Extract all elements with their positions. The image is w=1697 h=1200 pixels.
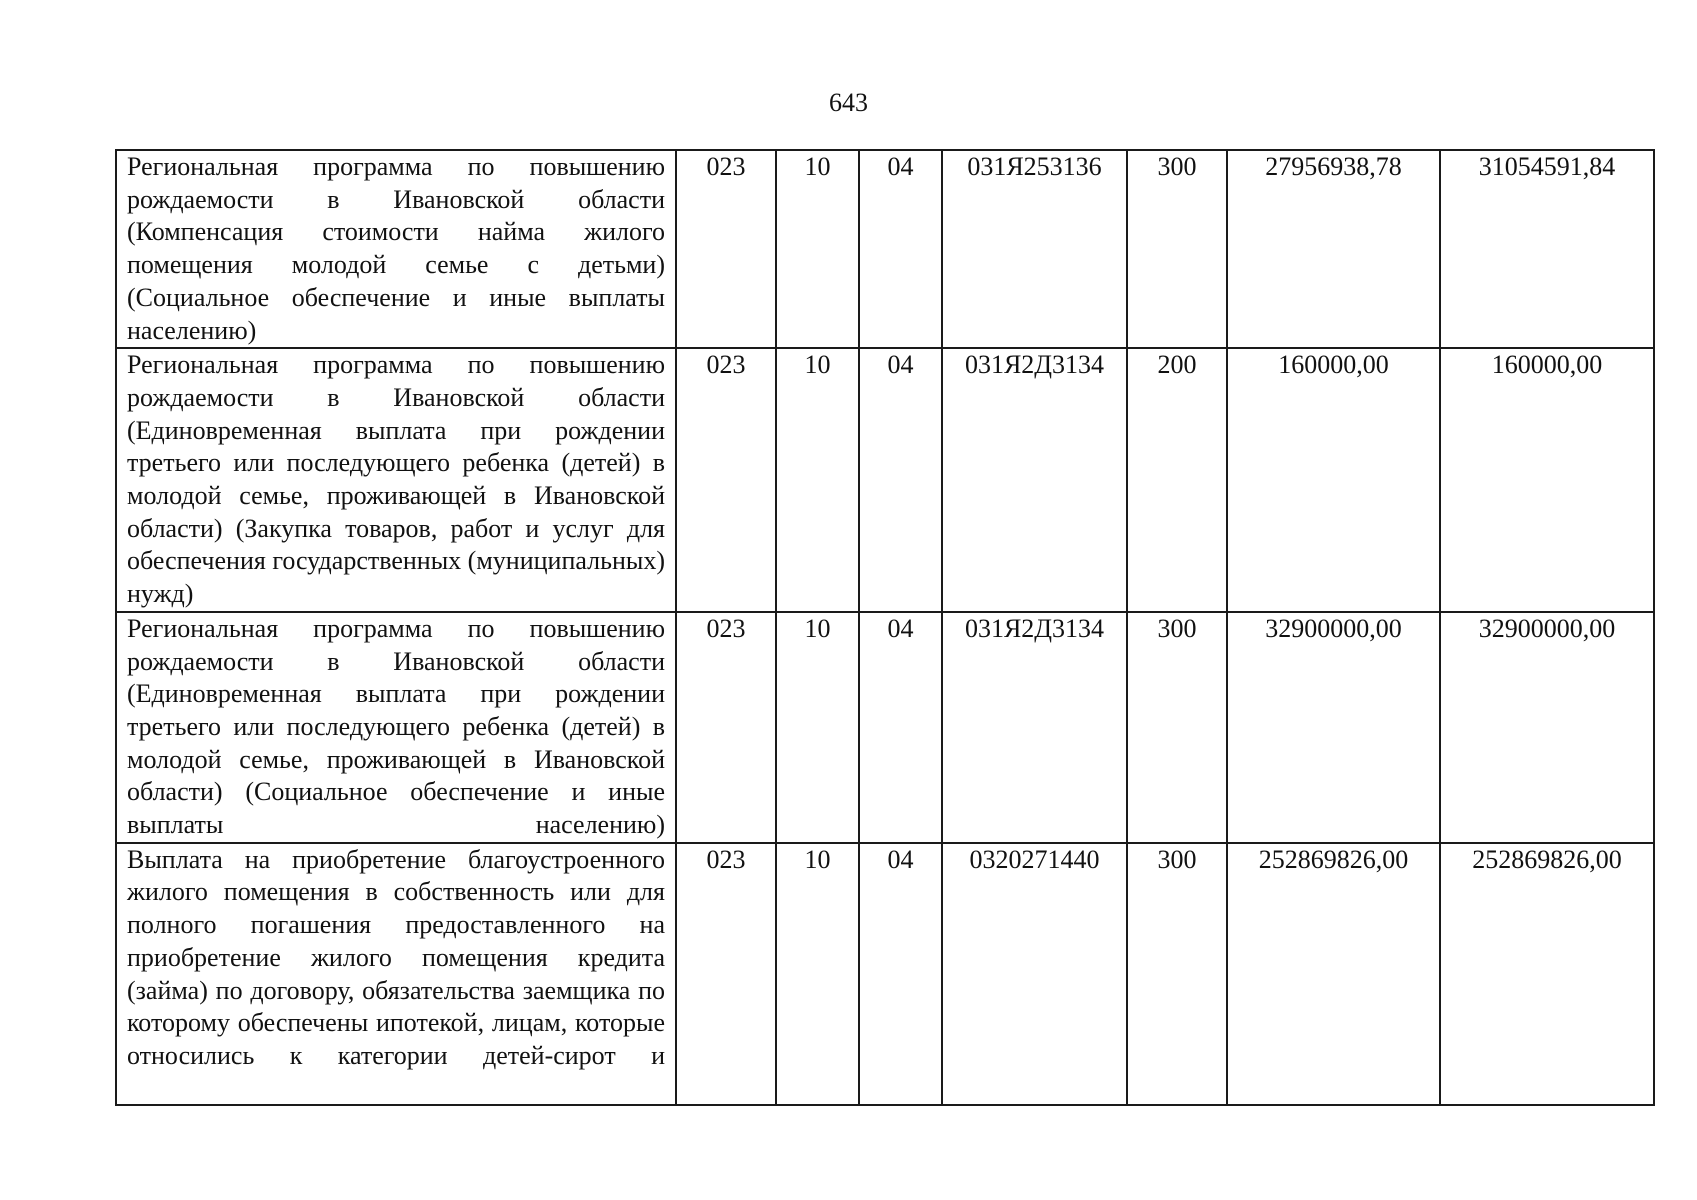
subsection-code: 04 [859,843,942,1105]
amount-second-year: 252869826,00 [1440,843,1654,1105]
expense-type-code: 300 [1127,150,1227,348]
subsection-code: 04 [859,612,942,843]
section-code: 10 [776,348,859,612]
amount-second-year: 160000,00 [1440,348,1654,612]
amount-second-year: 32900000,00 [1440,612,1654,843]
subsection-code: 04 [859,150,942,348]
ministry-code: 023 [676,150,776,348]
expense-type-code: 300 [1127,843,1227,1105]
target-article-code: 031Я2Д3134 [942,612,1127,843]
ministry-code: 023 [676,843,776,1105]
amount-second-year: 31054591,84 [1440,150,1654,348]
amount-first-year: 32900000,00 [1227,612,1440,843]
page-number: 643 [829,88,868,117]
ministry-code: 023 [676,612,776,843]
budget-table [115,149,1655,1106]
row-description: Региональная программа по повышению рождаемости в Ивановской области (Единовременная выплата при рождении третьего или последующего ребенка (детей) в молодой семье, проживающей в Ивановской области) (Социальное обеспечение и иные выплаты населению) [116,612,676,843]
amount-first-year: 27956938,78 [1227,150,1440,348]
row-description: Региональная программа по повышению рождаемости в Ивановской области (Единовременная выплата при рождении третьего или последующего ребенка (детей) в молодой семье, проживающей в Ивановской области) (Закупка товаров, работ и услуг для обеспечения государственных (муниципальных) нужд) [116,348,676,612]
table-row [116,150,1654,348]
expense-type-code: 300 [1127,612,1227,843]
section-code: 10 [776,150,859,348]
table-row [116,843,1654,1105]
expense-type-code: 200 [1127,348,1227,612]
row-description: Выплата на приобретение благоустроенного жилого помещения в собственность или для полного погашения предоставленного на приобретение жилого помещения кредита (займа) по договору, обязательства заемщика по которому обеспечены ипотекой, лицам, которые относились к категории детей-сирот и [116,843,676,1105]
row-description: Региональная программа по повышению рождаемости в Ивановской области (Компенсация стоимости найма жилого помещения молодой семье с детьми) (Социальное обеспечение и иные выплаты населению) [116,150,676,348]
target-article-code: 0320271440 [942,843,1127,1105]
section-code: 10 [776,843,859,1105]
ministry-code: 023 [676,348,776,612]
amount-first-year: 252869826,00 [1227,843,1440,1105]
table-row [116,612,1654,843]
target-article-code: 031Я2Д3134 [942,348,1127,612]
subsection-code: 04 [859,348,942,612]
amount-first-year: 160000,00 [1227,348,1440,612]
section-code: 10 [776,612,859,843]
table-row [116,348,1654,612]
target-article-code: 031Я253136 [942,150,1127,348]
